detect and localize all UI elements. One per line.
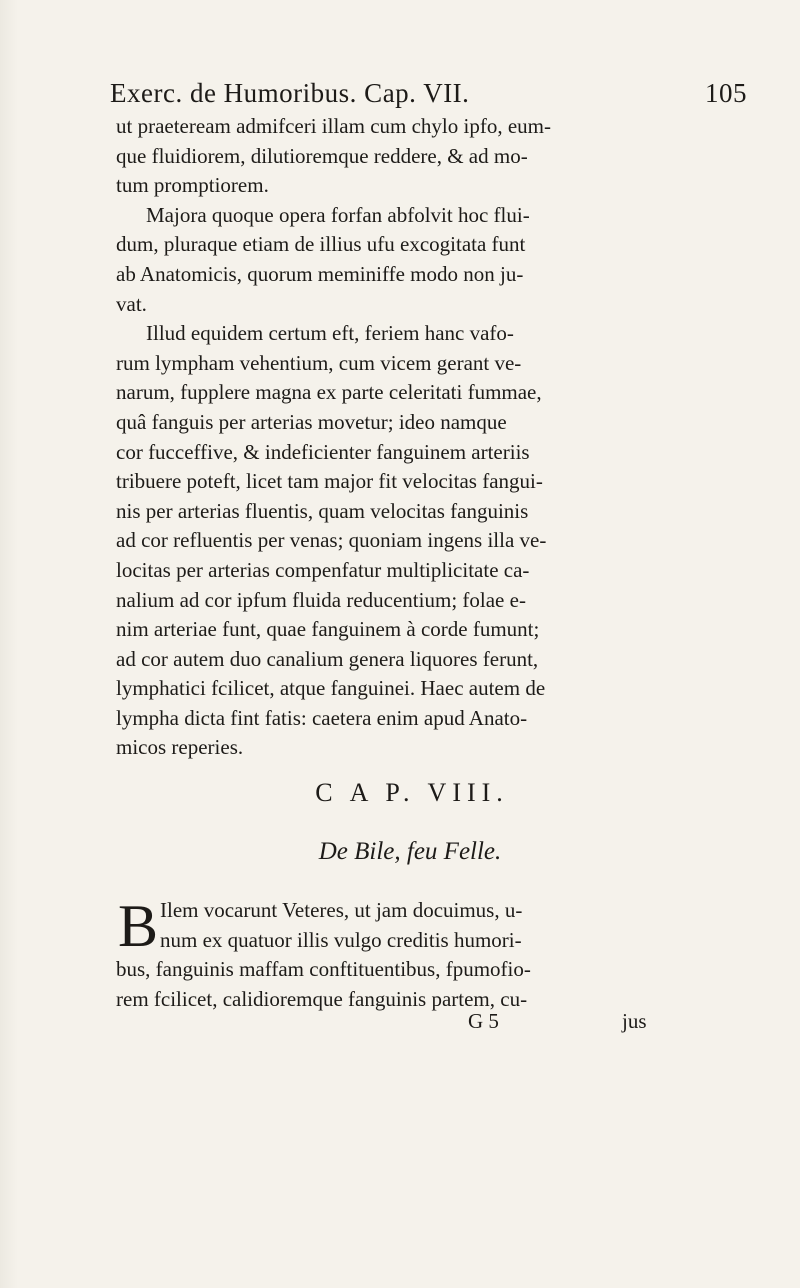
text-line: ab Anatomicis, quorum meminiffe modo non ju- <box>116 261 524 286</box>
text-line: lympha dicta fint fatis: caetera enim apud Anato- <box>116 705 528 730</box>
text-line: rem fcilicet, calidioremque fanguinis partem, cu- <box>116 986 528 1011</box>
text-line: rum lympham vehentium, cum vicem gerant ve- <box>116 350 522 375</box>
section-text <box>116 893 756 1014</box>
page-number: 105 <box>705 78 747 108</box>
text-line: Majora quoque opera forfan abfolvit hoc flui- <box>146 202 530 227</box>
page-footer <box>116 1009 756 1039</box>
text-line: num ex quatuor illis vulgo creditis humori- <box>160 927 522 952</box>
body-text <box>116 112 756 763</box>
text-line: nis per arterias fluentis, quam velocitas fanguinis <box>116 498 529 523</box>
chapter-heading: C A P. VIII. <box>315 778 509 807</box>
text-line: locitas per arterias compenfatur multiplicitate ca- <box>116 557 530 582</box>
signature-mark: G 5 <box>468 1009 499 1033</box>
text-line: dum, pluraque etiam de illius ufu excogitata funt <box>116 232 526 257</box>
drop-cap: B <box>118 893 159 959</box>
running-title: Exerc. de Humoribus. Cap. VII. <box>110 78 470 108</box>
text-line: Illud equidem certum eft, feriem hanc vafo- <box>146 321 514 346</box>
text-line: Ilem vocarunt Veteres, ut jam docuimus, u- <box>160 898 523 922</box>
text-line: micos reperies. <box>116 735 244 760</box>
text-line: cor fucceffive, & indeficienter fanguinem arteriis <box>116 439 530 464</box>
chapter-subtitle: De Bile, feu Felle. <box>318 838 502 865</box>
text-line: nim arteriae funt, quae fanguinem à corde fumunt; <box>116 617 540 642</box>
text-line: nalium ad cor ipfum fluida reducentium; folae e- <box>116 587 526 612</box>
text-line: que fluidiorem, dilutioremque reddere, & ad mo- <box>116 143 528 168</box>
text-line: ad cor refluentis per venas; quoniam ingens illa ve- <box>116 528 547 553</box>
text-line: tum promptiorem. <box>116 173 269 198</box>
text-line: vat. <box>116 291 147 316</box>
text-line: ut praeteream admifceri illam cum chylo ipfo, eum- <box>116 114 551 138</box>
catchword: jus <box>622 1009 647 1033</box>
text-line: narum, fupplere magna ex parte celeritati fummae, <box>116 380 542 405</box>
text-line: bus, fanguinis maffam conftituentibus, fpumofio- <box>116 957 531 982</box>
text-line: ad cor autem duo canalium genera liquores ferunt, <box>116 646 539 671</box>
text-line: quâ fanguis per arterias movetur; ideo namque <box>116 409 507 434</box>
text-line: tribuere poteft, licet tam major fit velocitas fangui- <box>116 469 543 494</box>
text-line: lymphatici fcilicet, atque fanguinei. Haec autem de <box>116 676 546 701</box>
